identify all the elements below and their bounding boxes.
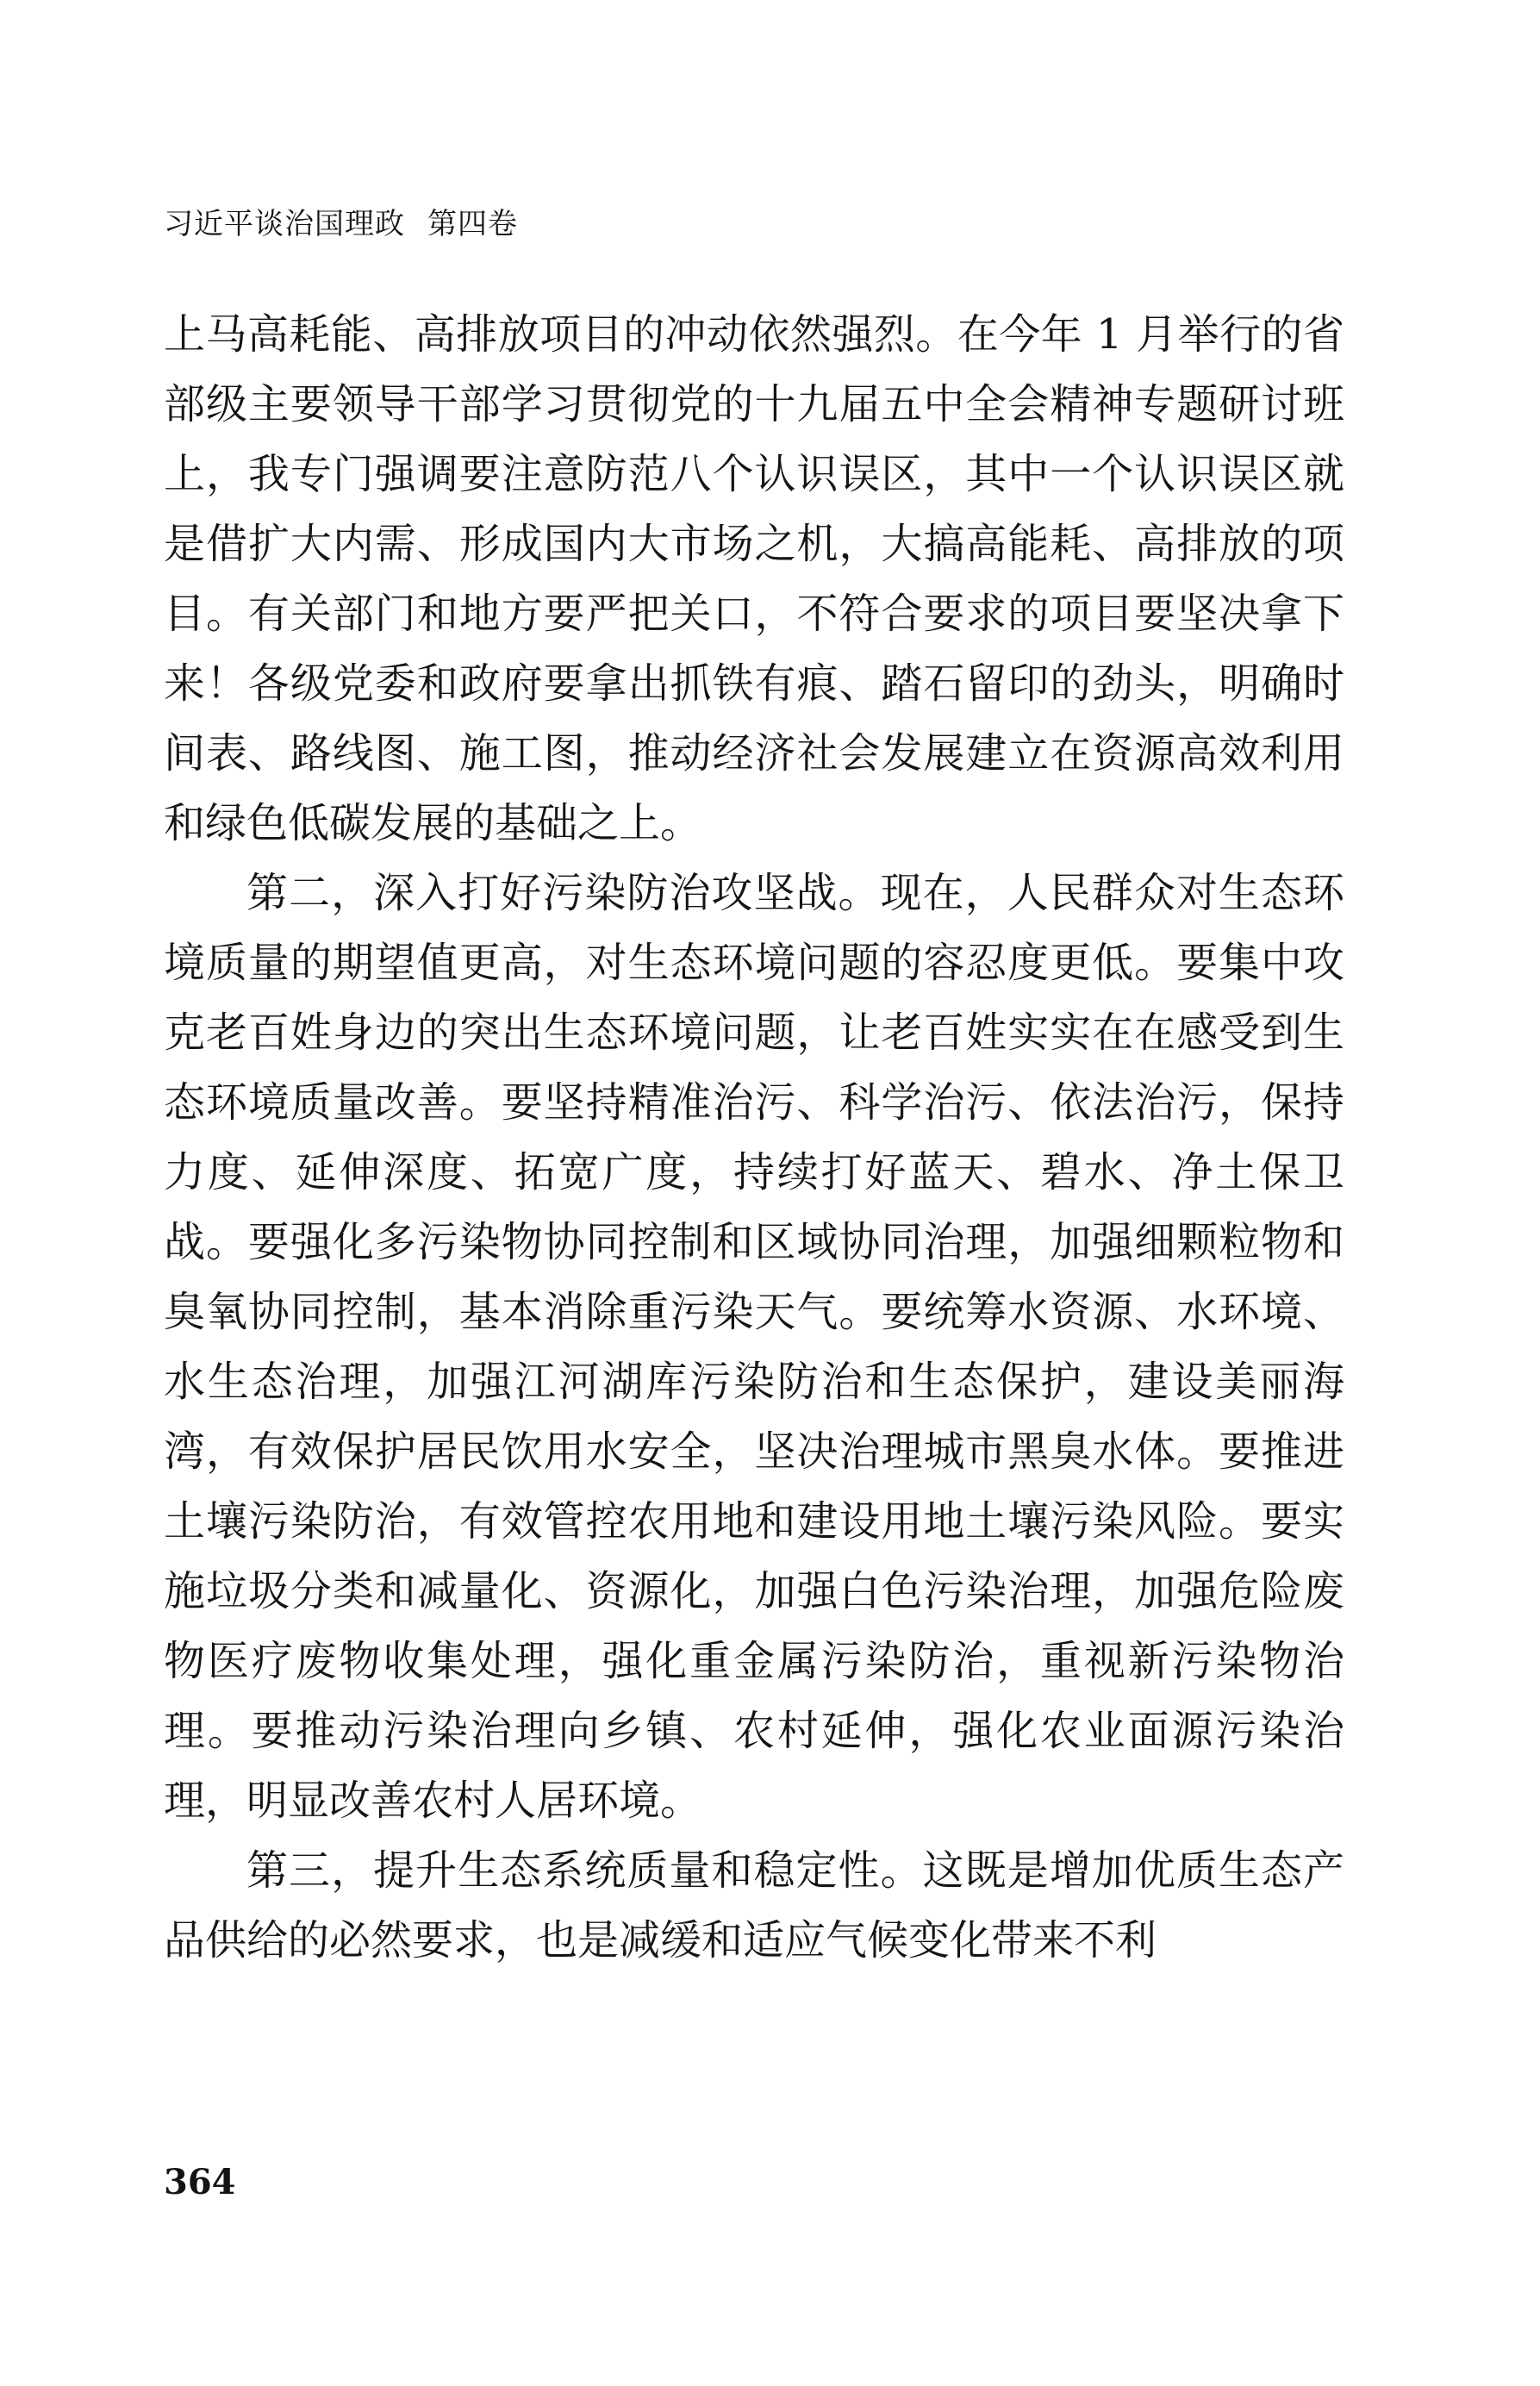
page-number: 364	[164, 2162, 236, 2202]
book-title: 习近平谈治国理政	[164, 207, 405, 241]
body-text	[164, 300, 1344, 1976]
paragraph-3: 第三，提升生态系统质量和稳定性。这既是增加优质生态产品供给的必然要求，也是减缓和适应气候变化带来不利	[164, 1846, 1344, 1964]
running-header	[164, 200, 518, 242]
paragraph-2: 第二，深入打好污染防治攻坚战。现在，人民群众对生态环境质量的期望值更高，对生态环境问题的容忍度更低。要集中攻克老百姓身边的突出生态环境问题，让老百姓实实在在感受到生态环境质量改善。要坚持精准治污、科学治污、依法治污，保持力度、延伸深度、拓宽广度，持续打好蓝天、碧水、净土保卫战。要强化多污染物协同控制和区域协同治理，加强细颗粒物和臭氧协同控制，基本消除重污染天气。要统筹水资源、水环境、水生态治理，加强江河湖库污染防治和生态保护，建设美丽海湾，有效保护居民饮用水安全，坚决治理城市黑臭水体。要推进土壤污染防治，有效管控农用地和建设用地土壤污染风险。要实施垃圾分类和减量化、资源化，加强白色污染治理，加强危险废物医疗废物收集处理，强化重金属污染防治，重视新污染物治理。要推动污染治理向乡镇、农村延伸，强化农业面源污染治理，明显改善农村人居环境。	[164, 869, 1344, 1825]
paragraph-1: 上马高耗能、高排放项目的冲动依然强烈。在今年 1 月举行的省部级主要领导干部学习贯彻党的十九届五中全会精神专题研讨班上，我专门强调要注意防范八个认识误区，其中一个认识误区就是借扩大内需、形成国内大市场之机，大搞高能耗、高排放的项目。有关部门和地方要严把关口，不符合要求的项目要坚决拿下来！各级党委和政府要拿出抓铁有痕、踏石留印的劲头，明确时间表、路线图、施工图，推动经济社会发展建立在资源高效利用和绿色低碳发展的基础之上。	[164, 310, 1344, 847]
volume-label: 第四卷	[427, 207, 518, 241]
